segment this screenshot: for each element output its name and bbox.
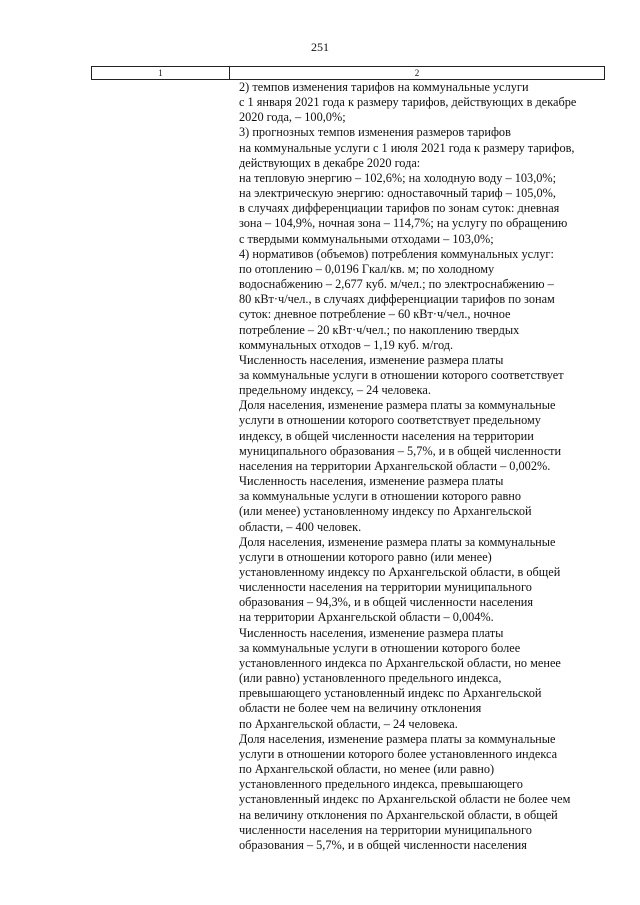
- text-line: услуги в отношении которого равно (или менее): [239, 549, 492, 564]
- text-line: образования – 5,7%, и в общей численности населения: [239, 837, 527, 852]
- text-line: численности населения на территории муниципального: [239, 822, 532, 837]
- text-line: 4) нормативов (объемов) потребления коммунальных услуг:: [239, 246, 554, 261]
- text-line: на электрическую энергию: одноставочный тариф – 105,0%,: [239, 186, 556, 201]
- text-line: за коммунальные услуги в отношении которого соответствует: [239, 367, 564, 382]
- text-line: области, – 400 человек.: [239, 519, 362, 534]
- text-line: услуги в отношении которого более установленного индекса: [239, 746, 558, 761]
- text-line: по отоплению – 0,0196 Гкал/кв. м; по холодному: [239, 261, 495, 276]
- text-line: с 1 января 2021 года к размеру тарифов, действующих в декабре: [239, 95, 577, 110]
- page-number: 251: [311, 40, 329, 54]
- text-line: установленному индексу по Архангельской области, в общей: [239, 565, 561, 579]
- text-line: 2) темпов изменения тарифов на коммунальные услуги: [239, 80, 529, 94]
- text-line: на величину отклонения по Архангельской области, в общей: [239, 807, 558, 822]
- text-line: Доля населения, изменение размера платы за коммунальные: [239, 731, 556, 746]
- table-header-col-1: 1: [92, 67, 230, 79]
- text-line: в случаях дифференциации тарифов по зонам суток: дневная: [239, 201, 560, 216]
- text-line: превышающего установленный индекс по Архангельской: [239, 686, 542, 701]
- text-line: на тепловую энергию – 102,6%; на холодную воду – 103,0%;: [239, 170, 557, 185]
- text-line: коммунальных отходов – 1,19 куб. м/год.: [239, 337, 454, 352]
- text-line: Численность населения, изменение размера платы: [239, 625, 504, 640]
- text-line: 80 кВт·ч/чел., в случаях дифференциации тарифов по зонам: [239, 292, 555, 307]
- table-header-row: [91, 66, 605, 80]
- text-line: Численность населения, изменение размера платы: [239, 474, 504, 489]
- text-line: действующих в декабре 2020 года:: [239, 155, 421, 170]
- text-line: на территории Архангельской области – 0,004%.: [239, 610, 494, 625]
- text-line: населения на территории Архангельской области – 0,002%.: [239, 458, 551, 473]
- text-line: на коммунальные услуги с 1 июля 2021 года к размеру тарифов,: [239, 140, 575, 155]
- document-body-text: [239, 80, 611, 853]
- text-line: за коммунальные услуги в отношении которого более: [239, 640, 521, 655]
- text-line: численности населения на территории муниципального: [239, 580, 532, 595]
- text-line: муниципального образования – 5,7%, и в общей численности: [239, 443, 562, 458]
- text-line: зона – 104,9%, ночная зона – 114,7%; на услугу по обращению: [239, 216, 568, 231]
- text-line: области не более чем на величину отклонения: [239, 701, 482, 716]
- text-line: услуги в отношении которого соответствует предельному: [239, 413, 541, 428]
- text-line: Доля населения, изменение размера платы за коммунальные: [239, 534, 556, 549]
- text-line: водоснабжению – 2,677 куб. м/чел.; по электроснабжению –: [239, 277, 554, 292]
- text-line: с твердыми коммунальными отходами – 103,0%;: [239, 231, 494, 246]
- text-line: Численность населения, изменение размера платы: [239, 352, 504, 367]
- text-line: по Архангельской области, – 24 человека.: [239, 716, 458, 731]
- text-line: установленного предельного индекса, превышающего: [239, 777, 523, 792]
- text-line: суток: дневное потребление – 60 кВт·ч/чел., ночное: [239, 307, 511, 322]
- table-header-col-2: 2: [414, 68, 420, 78]
- text-line: (или менее) установленному индексу по Архангельской: [239, 504, 532, 519]
- text-line: образования – 94,3%, и в общей численности населения: [239, 595, 534, 610]
- text-line: 3) прогнозных темпов изменения размеров тарифов: [239, 125, 511, 140]
- text-line: (или равно) установленного предельного индекса,: [239, 671, 502, 686]
- text-line: установленный индекс по Архангельской области не более чем: [239, 792, 571, 807]
- text-line: 2020 года, – 100,0%;: [239, 110, 346, 125]
- text-line: установленного индекса по Архангельской области, но менее: [239, 655, 561, 670]
- text-line: индексу, в общей численности населения на территории: [239, 428, 534, 443]
- text-line: предельному индексу, – 24 человека.: [239, 383, 431, 398]
- text-line: по Архангельской области, но менее (или равно): [239, 762, 495, 777]
- text-line: Доля населения, изменение размера платы за коммунальные: [239, 398, 556, 413]
- text-line: потребление – 20 кВт·ч/чел.; по накоплению твердых: [239, 322, 520, 337]
- text-line: за коммунальные услуги в отношении которого равно: [239, 489, 522, 504]
